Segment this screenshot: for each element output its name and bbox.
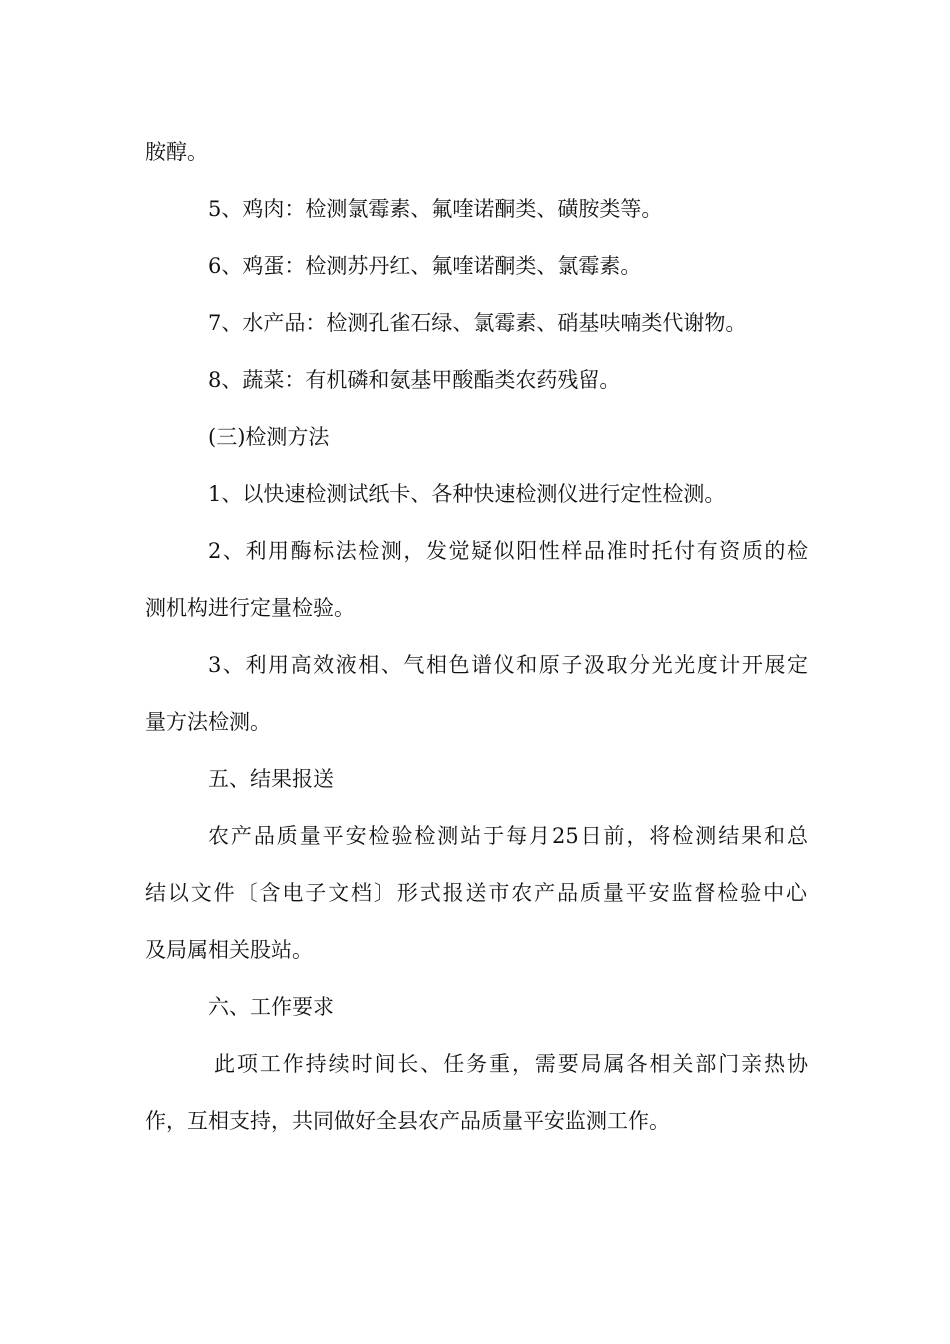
- paragraph-line: 量方法检测。: [145, 710, 271, 734]
- paragraph-line: 农产品质量平安检验检测站于每月25日前，将检测结果和总: [208, 824, 808, 848]
- paragraph-line: 2、利用酶标法检测，发觉疑似阳性样品准时托付有资质的检: [208, 539, 808, 563]
- paragraph-line: 3、利用高效液相、气相色谱仪和原子汲取分光光度计开展定: [208, 653, 808, 677]
- paragraph-line: 5、鸡肉：检测氯霉素、氟喹诺酮类、磺胺类等。: [208, 197, 663, 221]
- paragraph-line: 作，互相支持，共同做好全县农产品质量平安监测工作。: [145, 1109, 670, 1133]
- paragraph-line: 结以文件〔含电子文档〕形式报送市农产品质量平安监督检验中心: [145, 881, 807, 905]
- paragraph-line: 胺醇。: [145, 140, 208, 164]
- paragraph-line: 测机构进行定量检验。: [145, 596, 355, 620]
- section-heading: 五、结果报送: [208, 767, 334, 791]
- section-heading: 六、工作要求: [208, 995, 334, 1019]
- paragraph-line: 及局属相关股站。: [145, 938, 313, 962]
- paragraph-line: 7、水产品：检测孔雀石绿、氯霉素、硝基呋喃类代谢物。: [208, 311, 747, 335]
- paragraph-line: 6、鸡蛋：检测苏丹红、氟喹诺酮类、氯霉素。: [208, 254, 642, 278]
- section-heading: (三)检测方法: [208, 425, 330, 449]
- paragraph-line: 1、以快速检测试纸卡、各种快速检测仪进行定性检测。: [208, 482, 726, 506]
- paragraph-line: 8、蔬菜：有机磷和氨基甲酸酯类农药残留。: [208, 368, 621, 392]
- paragraph-line: 此项工作持续时间长、任务重，需要局属各相关部门亲热协: [214, 1052, 808, 1076]
